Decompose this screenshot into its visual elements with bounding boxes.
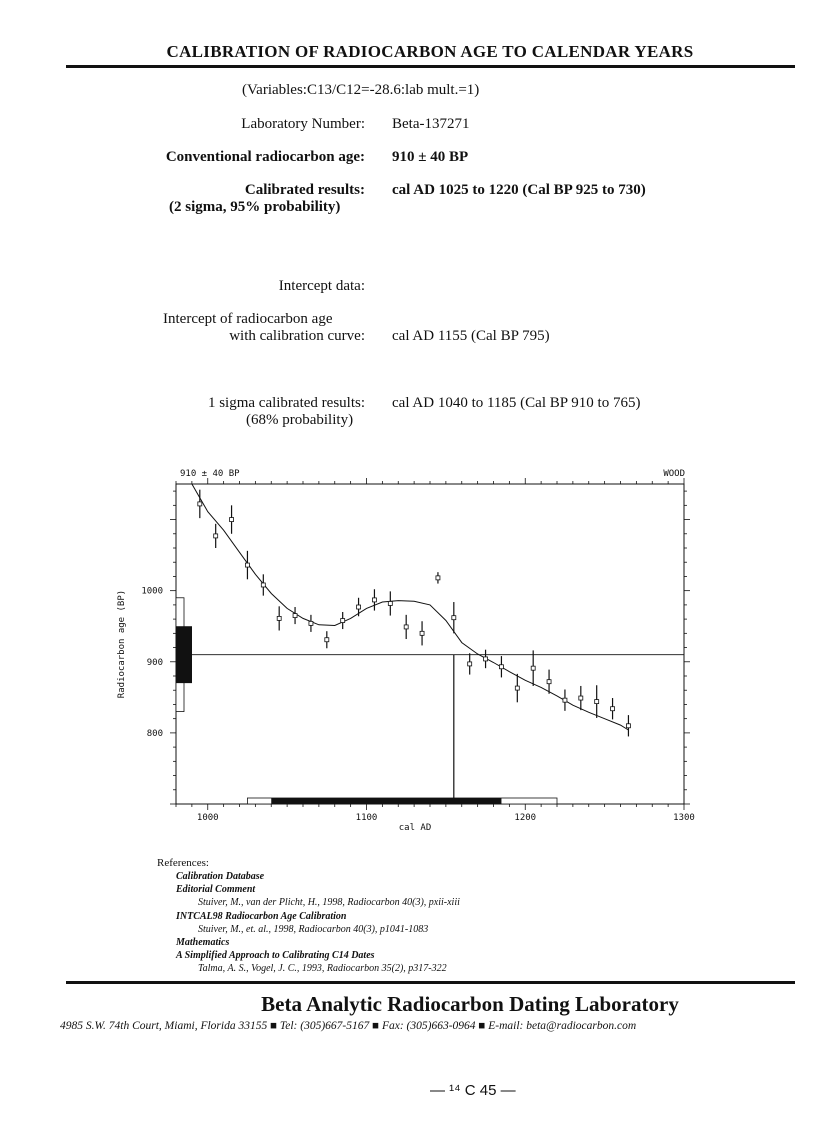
data-point: [611, 707, 615, 711]
references-list: [176, 870, 460, 976]
intercept-label-line2: with calibration curve:: [229, 328, 365, 344]
data-point: [468, 662, 472, 666]
lab-name: Beta Analytic Radiocarbon Dating Laboratory: [261, 992, 679, 1016]
data-point: [420, 631, 424, 635]
reference-citation: Stuiver, M., van der Plicht, H., 1998, Radiocarbon 40(3), pxii-xiii: [198, 897, 460, 909]
y-tick-label: 800: [146, 728, 163, 739]
references-heading: References:: [157, 857, 209, 869]
data-point: [404, 625, 408, 629]
calibration-chart: [100, 460, 710, 840]
reference-heading: Mathematics: [176, 937, 230, 949]
data-point: [230, 518, 234, 522]
page-title: CALIBRATION OF RADIOCARBON AGE TO CALENDAR YEARS: [166, 42, 694, 61]
reference-citation: Stuiver, M., et. al., 1998, Radiocarbon 40(3), p1041-1083: [198, 923, 429, 935]
reference-citation: Talma, A. S., Vogel, J. C., 1993, Radiocarbon 35(2), p317-322: [198, 963, 447, 975]
y-tick-label: 900: [146, 657, 163, 668]
x-tick-label: 1200: [514, 813, 537, 823]
intercept-label-line1: Intercept of radiocarbon age: [163, 311, 333, 327]
calibration-curve: [192, 484, 629, 730]
data-point: [452, 616, 456, 620]
page-number: — ¹⁴ C 45 —: [430, 1082, 516, 1099]
header-rule: [66, 65, 795, 68]
calibrated-results-label: Calibrated results:: [244, 182, 365, 198]
data-point: [325, 638, 329, 642]
y-tick-label: 1000: [141, 586, 163, 597]
chart-title: 910 ± 40 BP: [180, 469, 240, 479]
chart-x-label: cal AD: [398, 823, 432, 833]
reference-heading: Calibration Database: [176, 871, 265, 882]
data-point: [563, 698, 567, 702]
calibrated-results-value: cal AD 1025 to 1220 (Cal BP 925 to 730): [392, 182, 646, 198]
data-point: [293, 614, 297, 618]
variables-line: (Variables:C13/C12=-28.6:lab mult.=1): [242, 82, 480, 98]
data-point: [309, 621, 313, 625]
x-tick-label: 1300: [673, 813, 695, 823]
data-point: [277, 616, 281, 620]
data-point: [245, 563, 249, 567]
data-point: [499, 665, 503, 669]
one-sigma-label: 1 sigma calibrated results:: [207, 395, 365, 411]
lab-number-label: Laboratory Number:: [241, 116, 365, 132]
data-point: [357, 605, 361, 609]
data-point: [531, 666, 535, 670]
one-sigma-value: cal AD 1040 to 1185 (Cal BP 910 to 765): [392, 395, 641, 411]
conventional-age-value: 910 ± 40 BP: [392, 149, 469, 165]
data-point: [341, 619, 345, 623]
calibrated-results-sublabel: (2 sigma, 95% probability): [169, 199, 341, 215]
data-point: [372, 598, 376, 602]
x-tick-label: 1000: [196, 813, 219, 823]
reference-heading: A Simplified Approach to Calibrating C14 Dates: [176, 950, 375, 962]
chart-y-label: Radiocarbon age (BP): [117, 589, 127, 699]
reference-heading: INTCAL98 Radiocarbon Age Calibration: [176, 910, 347, 922]
data-point: [515, 686, 519, 690]
data-point: [388, 601, 392, 605]
conventional-age-label: Conventional radiocarbon age:: [165, 149, 365, 165]
lab-address: 4985 S.W. 74th Court, Miami, Florida 33155 ■ Tel: (305)667-5167 ■ Fax: (305)663-0964 ■ E-mail: beta@radiocarbon.com: [60, 1020, 637, 1032]
data-point: [595, 700, 599, 704]
footer-rule: [66, 981, 795, 984]
age-1sigma-bar: [176, 626, 192, 683]
lab-number-value: Beta-137271: [392, 116, 470, 132]
data-point: [198, 502, 202, 506]
data-point: [214, 534, 218, 538]
intercept-data-label: Intercept data:: [278, 278, 365, 294]
x-tick-label: 1100: [355, 813, 378, 823]
chart-corner-label: WOOD: [663, 469, 685, 479]
data-point: [579, 696, 583, 700]
intercept-value: cal AD 1155 (Cal BP 795): [392, 328, 550, 344]
data-point: [484, 657, 488, 661]
data-point: [626, 724, 630, 728]
plot-frame: [176, 484, 684, 804]
calendar-1sigma-bar: [271, 798, 501, 804]
data-point: [261, 583, 265, 587]
reference-heading: Editorial Comment: [176, 884, 256, 896]
data-point: [547, 680, 551, 684]
one-sigma-sublabel: (68% probability): [246, 412, 354, 428]
data-point: [436, 576, 440, 580]
